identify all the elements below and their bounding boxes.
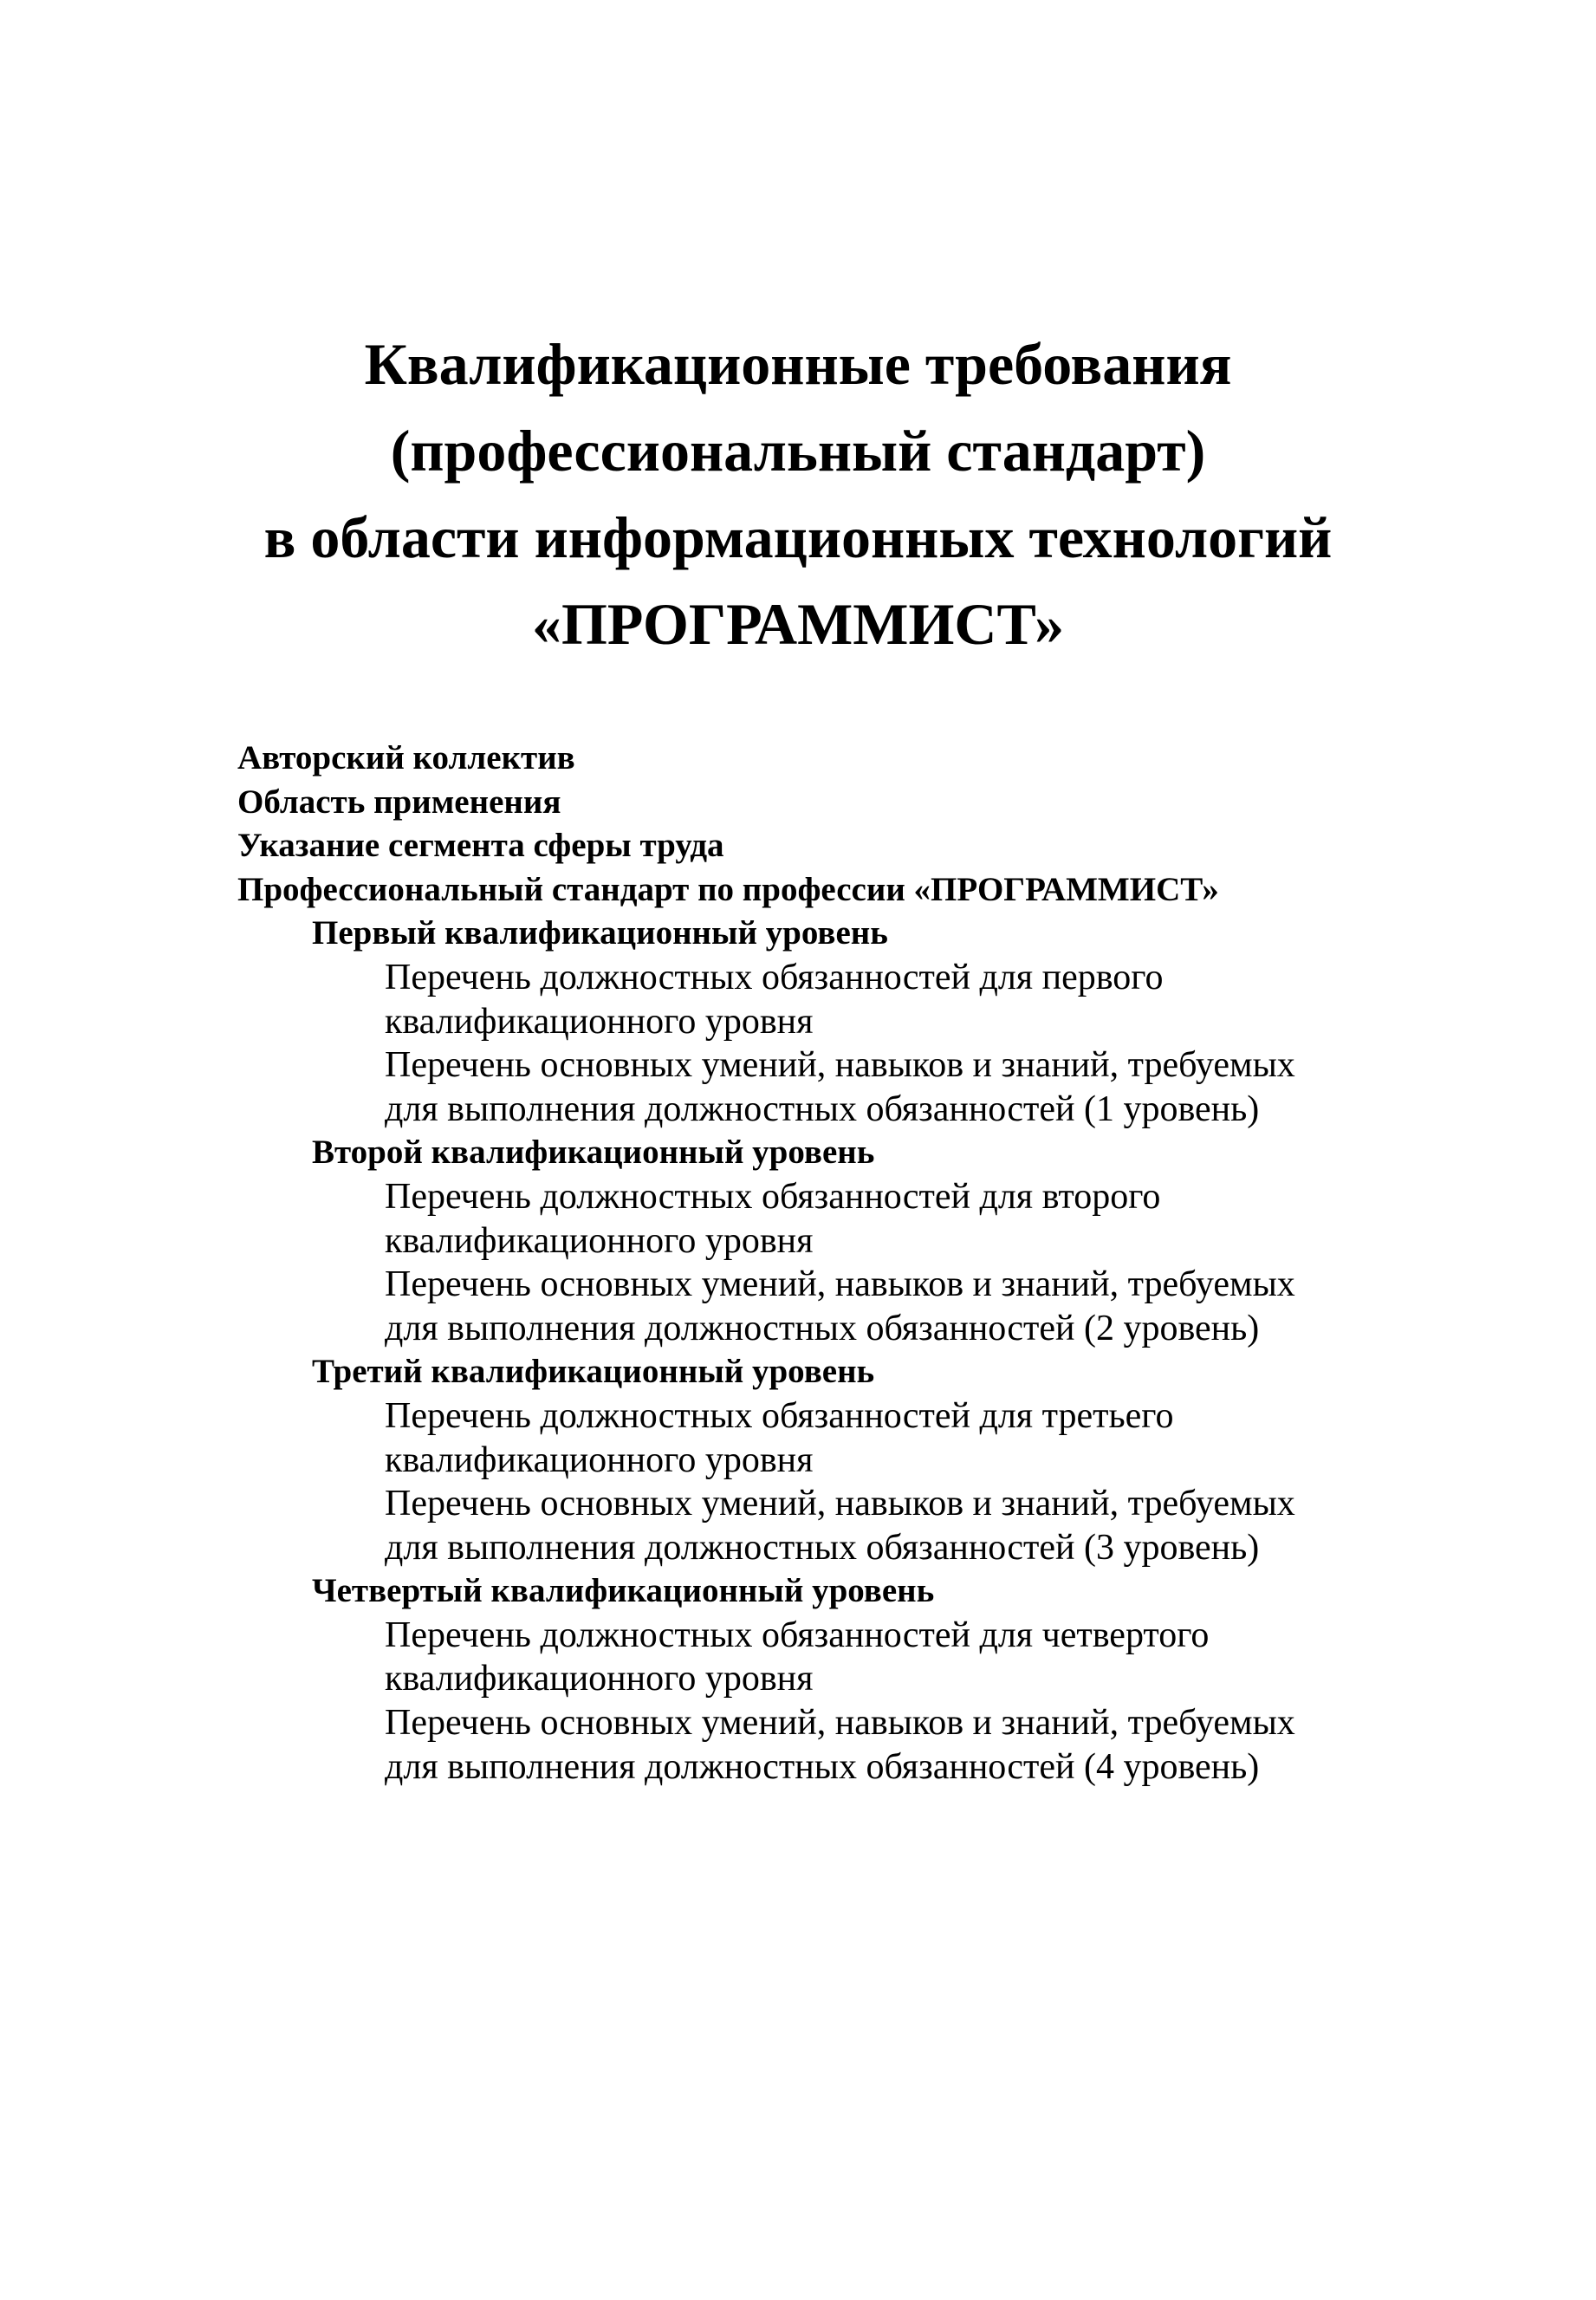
- toc-section-heading: Профессиональный стандарт по профессии «ПРОГРАММИСТ»: [237, 870, 1219, 908]
- toc-entry: Перечень основных умений, навыков и знаний, требуемых: [385, 1703, 1295, 1744]
- title-line: в области информационных технологий: [263, 504, 1333, 570]
- toc-level-heading: Четвертый квалификационный уровень: [312, 1572, 935, 1610]
- title-line: Квалификационные требования: [364, 331, 1232, 397]
- toc-entry: Перечень основных умений, навыков и знаний, требуемых: [385, 1484, 1295, 1524]
- toc-section-heading: Область применения: [237, 783, 561, 821]
- toc-entry: квалификационного уровня: [385, 1220, 814, 1261]
- toc-entry: для выполнения должностных обязанностей (3 уровень): [385, 1527, 1260, 1568]
- toc-entry: квалификационного уровня: [385, 1659, 814, 1699]
- toc-level-heading: Второй квалификационный уровень: [312, 1134, 875, 1172]
- toc-entry: Перечень основных умений, навыков и знаний, требуемых: [385, 1264, 1295, 1305]
- document-title: [0, 321, 1596, 667]
- toc-entry: для выполнения должностных обязанностей (4 уровень): [385, 1746, 1260, 1787]
- toc-entry: для выполнения должностных обязанностей (1 уровень): [385, 1088, 1260, 1129]
- toc-level-heading: Первый квалификационный уровень: [312, 914, 888, 952]
- toc-level-heading: Третий квалификационный уровень: [312, 1353, 875, 1391]
- toc-entry: квалификационного уровня: [385, 1439, 814, 1480]
- toc-entry: Перечень должностных обязанностей для четвертого: [385, 1615, 1210, 1655]
- title-line: «ПРОГРАММИСТ»: [531, 591, 1065, 657]
- toc-entry: Перечень должностных обязанностей для второго: [385, 1176, 1161, 1217]
- toc-entry: Перечень должностных обязанностей для третьего: [385, 1395, 1174, 1436]
- toc-entry: квалификационного уровня: [385, 1001, 814, 1042]
- table-of-contents: [237, 737, 1450, 1789]
- toc-section-heading: Авторский коллектив: [237, 739, 575, 776]
- toc-section-heading: Указание сегмента сферы труда: [237, 827, 724, 865]
- toc-entry: для выполнения должностных обязанностей (2 уровень): [385, 1308, 1260, 1348]
- toc-entry: Перечень должностных обязанностей для первого: [385, 957, 1164, 997]
- title-line: (профессиональный стандарт): [390, 418, 1206, 484]
- toc-entry: Перечень основных умений, навыков и знаний, требуемых: [385, 1045, 1295, 1086]
